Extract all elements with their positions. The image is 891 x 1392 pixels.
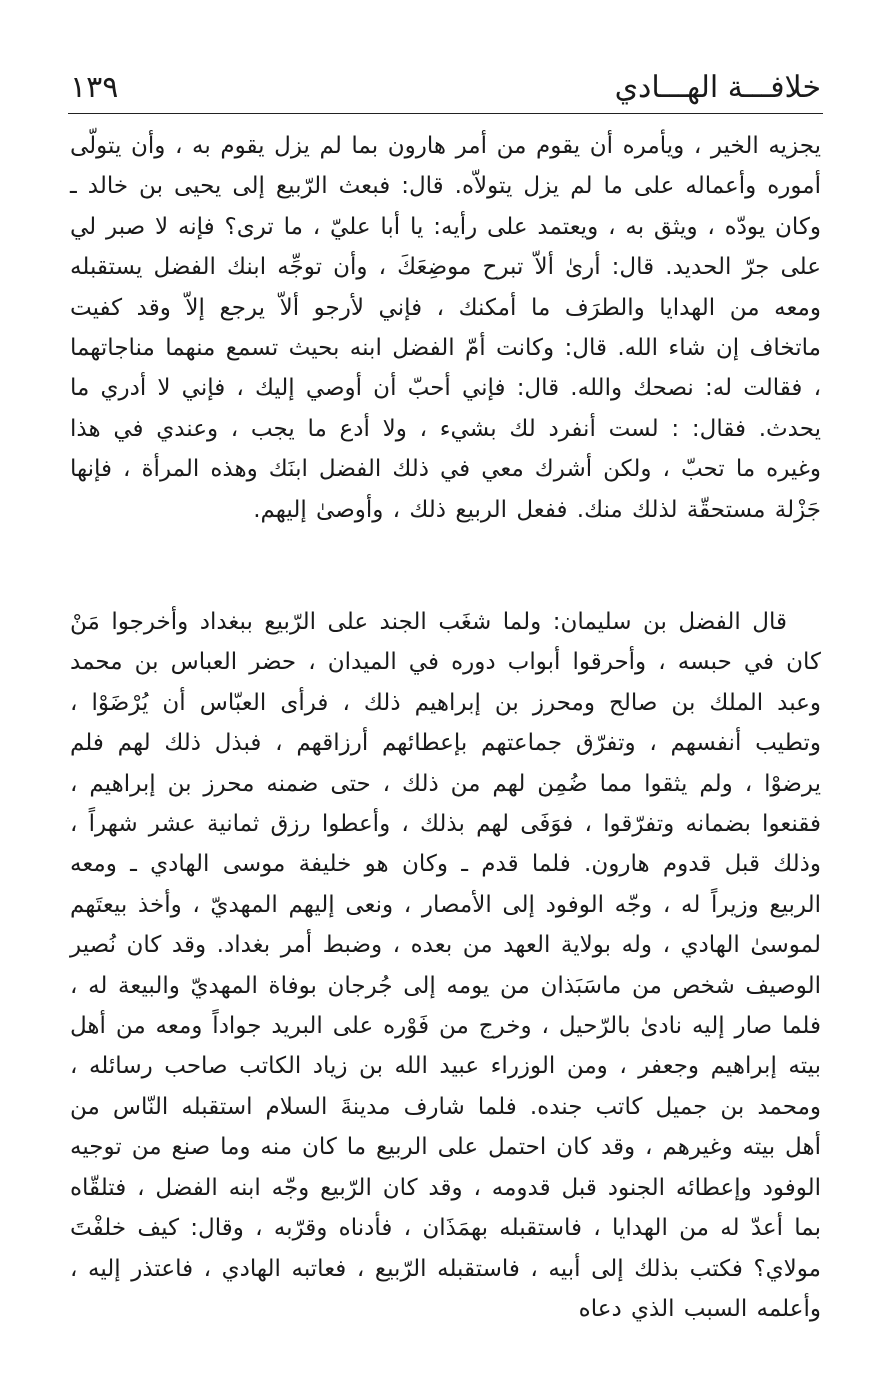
paragraph-text: قال الفضل بن سليمان: ولما شغَب الجند على الرّبيع ببغداد وأخرجوا مَنْ كان في حبسه ، وأحرقوا أبواب دوره في الميدان ، حضر العباس بن محمد وعبد الملك بن صالح ومحرز بن إبراهيم ذلك ، فرأى العبّاس أن يُرْضَوْا ، وتطيب أنفسهم ، وتفرّق جماعتهم بإعطائهم أرزاقهم ، فبذل ذلك لهم فلم يرضوْا ، ولم يثقوا مما ضُمِن لهم من ذلك ، حتى ضمنه محرز بن إبراهيم ، فقنعوا بضمانه وتفرّقوا ، فوَفَى لهم بذلك ، وأعطوا رزق ثمانية عشر شهراً ، وذلك قبل قدوم هارون. فلما قدم ـ وكان هو خليفة موسى الهادي ـ ومعه الربيع وزيراً له ، وجّه الوفود إلى الأمصار ، ونعى إليهم المهديّ ، وأخذ بيعتَهم لموسىٰ الهادي ، وله بولاية العهد من بعده ، وضبط أمر بغداد. وقد كان نُصير الوصيف شخص من ماسَبَذان من يومه إلى جُرجان بوفاة المهديّ والبيعة له ، فلما صار إليه نادىٰ بالرّحيل ، وخرج من فَوْره على البريد جواداً ومعه من أهل بيته إبراهيم وجعفر ، ومن الوزراء عبيد الله بن زياد الكاتب صاحب رسائله ، ومحمد بن جميل كاتب جنده. فلما شارف مدينةَ السلام استقبله النّاس من أهل بيته وغيرهم ، وقد كان احتمل على الربيع ما كان منه وما صنع من توجيه الوفود وإعطائه الجنود قبل قدومه ، وقد كان الرّبيع وجّه ابنه الفضل ، فتلقّاه بما أعدّ له من الهدايا ، فاستقبله بهمَذَان ، فأدناه وقرّبه ، وقال: كيف خلفْتَ مولاي؟ فكتب بذلك إلى أبيه ، فاستقبله الرّبيع ، فعاتبه الهادي ، فاعتذر إليه ، وأعلمه السبب الذي دعاه [70, 609, 821, 1322]
paragraph-text: يجزيه الخير ، ويأمره أن يقوم من أمر هارون بما لم يزل يقوم به ، وأن يتولّى أموره وأعماله على ما لم يزل يتولاّه. قال: فبعث الرّبيع إلى يحيى بن خالد ـ وكان يودّه ، ويثق به ، ويعتمد على رأيه: يا أبا عليّ ، ما ترى؟ فإنه لا صبر لي على جرّ الحديد. قال: أرىٰ ألاّ تبرح موضِعَكَ ، وأن توجِّه ابنك الفضل يستقبله ومعه من الهدايا والطرَف ما أمكنك ، فإني لأرجو ألاّ يرجع إلاّ وقد كفيت ماتخاف إن شاء الله. قال: وكانت أمّ الفضل ابنه بحيث تسمع منهما مناجاتهما ، فقالت له: نصحك والله. قال: فإني أحبّ أن أوصي إليك ، فإني لا أدري ما يحدث. فقال: : لست أنفرد لك بشيء ، ولا أدع ما يجب ، وعندي في هذا وغيره ما تحبّ ، ولكن أشرك معي في ذلك الفضل ابنَك وهذه المرأة ، فإنها جَزْلة مستحقّة لذلك منك. ففعل الربيع ذلك ، وأوصىٰ إليهم. [70, 133, 821, 523]
page-number: ١٣٩ [70, 70, 119, 105]
paragraph-1 [70, 126, 821, 530]
paragraph-2 [70, 602, 821, 1329]
running-head: خلافـــة الهـــادي [614, 70, 821, 105]
header-rule [68, 113, 823, 114]
page-header [70, 66, 821, 112]
